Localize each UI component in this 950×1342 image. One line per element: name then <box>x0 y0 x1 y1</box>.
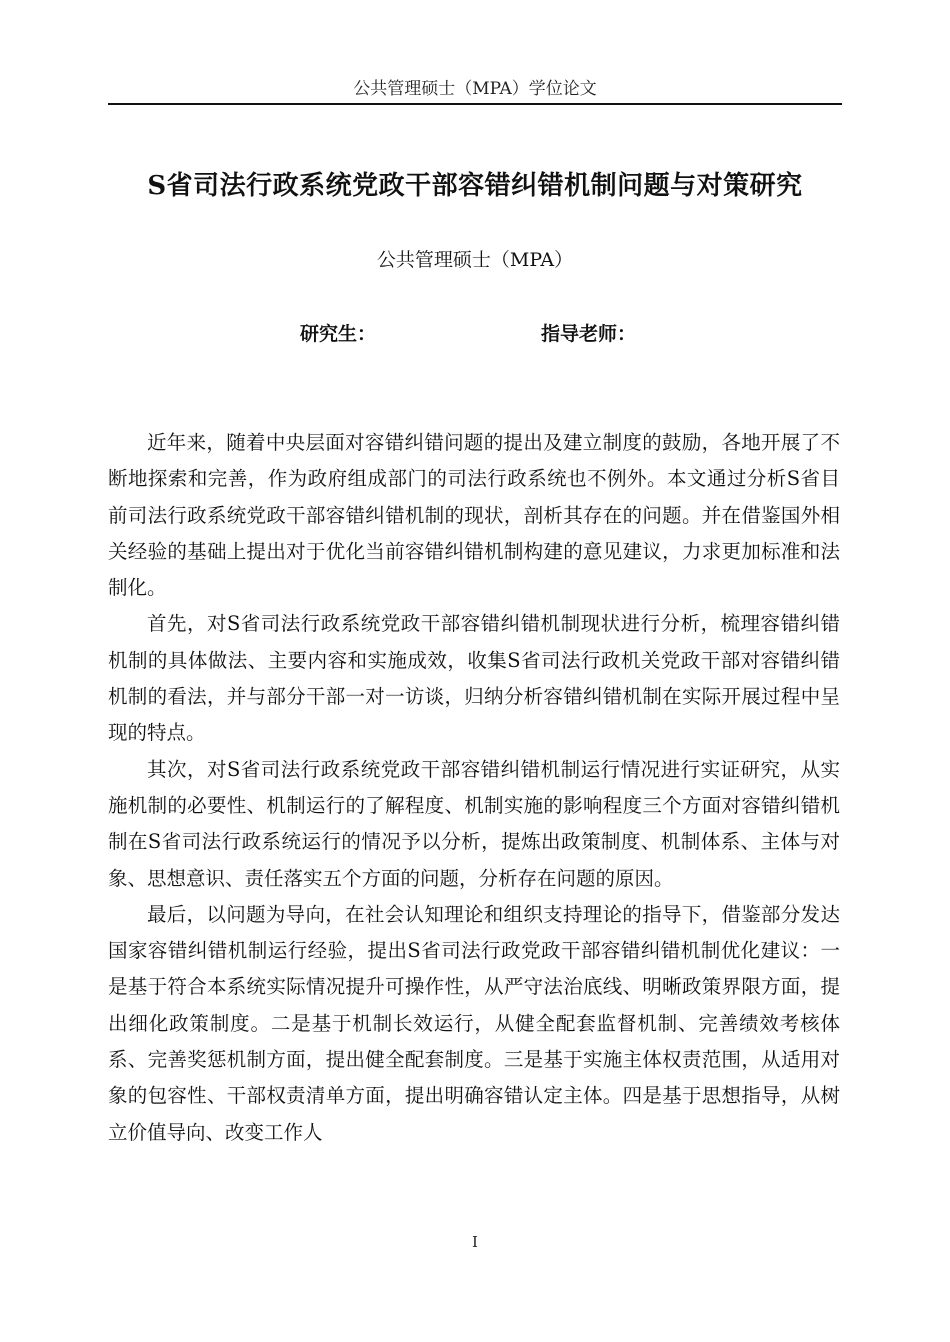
abstract-paragraph-2: 首先，对S省司法行政系统党政干部容错纠错机制现状进行分析，梳理容错纠错机制的具体做法、主要内容和实施成效，收集S省司法行政机关党政干部对容错纠错机制的看法，并与部分干部一对一访谈，归纳分析容错纠错机制在实际开展过程中呈现的特点。 <box>108 612 840 745</box>
advisor-label: 指导老师： <box>541 323 637 345</box>
abstract-paragraph-3: 其次，对S省司法行政系统党政干部容错纠错机制运行情况进行实证研究，从实施机制的必要性、机制运行的了解程度、机制实施的影响程度三个方面对容错纠错机制在S省司法行政系统运行的情况予以分析，提炼出政策制度、机制体系、主体与对象、思想意识、责任落实五个方面的问题，分析存在问题的原因。 <box>108 757 840 890</box>
thesis-title: S省司法行政系统党政干部容错纠错机制问题与对策研究 <box>147 171 803 201</box>
page-number: I <box>472 1233 478 1251</box>
degree-subtitle: 公共管理硕士（MPA） <box>376 249 574 271</box>
abstract-paragraph-1: 近年来，随着中央层面对容错纠错问题的提出及建立制度的鼓励，各地开展了不断地探索和完善，作为政府组成部门的司法行政系统也不例外。本文通过分析S省目前司法行政系统党政干部容错纠错机制的现状，剖析其存在的问题。并在借鉴国外相关经验的基础上提出对于优化当前容错纠错机制构建的意见建议，力求更加标准和法制化。 <box>108 431 840 600</box>
header-rule <box>108 103 842 105</box>
abstract-paragraph-4: 最后，以问题为导向，在社会认知理论和组织支持理论的指导下，借鉴部分发达国家容错纠错机制运行经验，提出S省司法行政党政干部容错纠错机制优化建议：一是基于符合本系统实际情况提升可操作性，从严守法治底线、明晰政策界限方面，提出细化政策制度。二是基于机制长效运行，从健全配套监督机制、完善绩效考核体系、完善奖惩机制方面，提出健全配套制度。三是基于实施主体权责范围，从适用对象的包容性、干部权责清单方面，提出明确容错认定主体。四是基于思想指导，从树立价值导向、改变工作人 <box>108 902 840 1144</box>
running-header: 公共管理硕士（MPA）学位论文 <box>353 79 597 99</box>
student-label: 研究生： <box>300 323 377 345</box>
abstract-body <box>108 425 840 1151</box>
